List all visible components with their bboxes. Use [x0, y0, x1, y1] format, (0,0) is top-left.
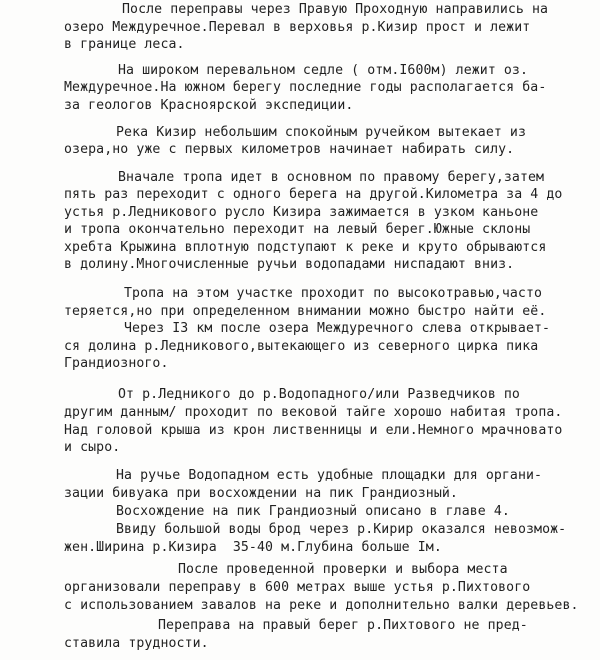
- text-line: После проведенной проверки и выбора места: [178, 562, 508, 577]
- text-line: озеро Междуречное.Перевал в верховья р.Кизир прост и лежит: [64, 20, 531, 35]
- text-line: в границе леса.: [64, 37, 185, 52]
- text-line: жен.Ширина р.Кизира 35-40 м.Глубина больше Iм.: [64, 540, 442, 555]
- text-line: На ручье Водопадном есть удобные площадки для органи-: [116, 468, 543, 483]
- text-line: хребта Крыжина вплотную подступают к реке и круто обрываются: [64, 240, 547, 255]
- text-line: и сыро.: [64, 440, 121, 455]
- text-line: пять раз переходит с одного берега на другой.Километра за 4 до: [64, 187, 563, 202]
- text-line: с использованием завалов на реке и дополнительно валки деревьев.: [64, 598, 579, 613]
- text-line: теряется,но при определенном внимании можно быстро найти её.: [64, 304, 547, 319]
- text-line: Междуречное.На южном берегу последние годы располагается ба-: [64, 80, 547, 95]
- text-line: Грандиозного.: [64, 356, 169, 371]
- text-line: Ввиду большой воды брод через р.Кирир оказался невозмож-: [116, 522, 567, 537]
- text-line: за геологов Красноярской экспедиции.: [64, 98, 354, 113]
- text-line: На широком перевальном седле ( отм.I600м) лежит оз.: [118, 63, 529, 78]
- text-line: После переправы через Правую Проходную направились на: [122, 2, 549, 17]
- text-line: Вначале тропа идет в основном по правому берегу,затем: [118, 170, 545, 185]
- text-line: зации бивуака при восхождении на пик Грандиозный.: [64, 486, 458, 501]
- text-line: Переправа на правый берег р.Пихтового не пред-: [158, 618, 528, 633]
- text-line: Восхождение на пик Грандиозный описано в главе 4.: [116, 504, 510, 519]
- text-line: От р.Ледникого до р.Водопадного/или Разведчиков по: [118, 387, 520, 402]
- text-line: другим данным/ проходит по вековой тайге хорошо набитая тропа.: [64, 405, 563, 420]
- text-line: организовали переправу в 600 метрах выше устья р.Пихтового: [64, 580, 531, 595]
- text-line: ся долина р.Ледникового,вытекающего из северного цирка пика: [64, 339, 539, 354]
- text-line: в долину.Многочисленные ручьи водопадами ниспадают вниз.: [64, 257, 515, 272]
- text-line: устья р.Ледникового русло Кизира зажимается в узком каньоне: [64, 205, 539, 220]
- text-line: Тропа на этом участке проходит по высокотравью,часто: [124, 286, 543, 301]
- text-line: Через I3 км после озера Междуречного слева открывает-: [124, 321, 551, 336]
- text-line: и тропа окончательно переходит на левый берег.Южные склоны: [64, 222, 531, 237]
- text-line: ставила трудности.: [64, 636, 209, 651]
- text-line: озера,но уже с первых километров начинает набирать силу.: [64, 142, 515, 157]
- text-line: Над головой крыша из крон лиственницы и ели.Немного мрачновато: [64, 423, 563, 438]
- text-line: Река Кизир небольшим спокойным ручейком вытекает из: [116, 125, 527, 140]
